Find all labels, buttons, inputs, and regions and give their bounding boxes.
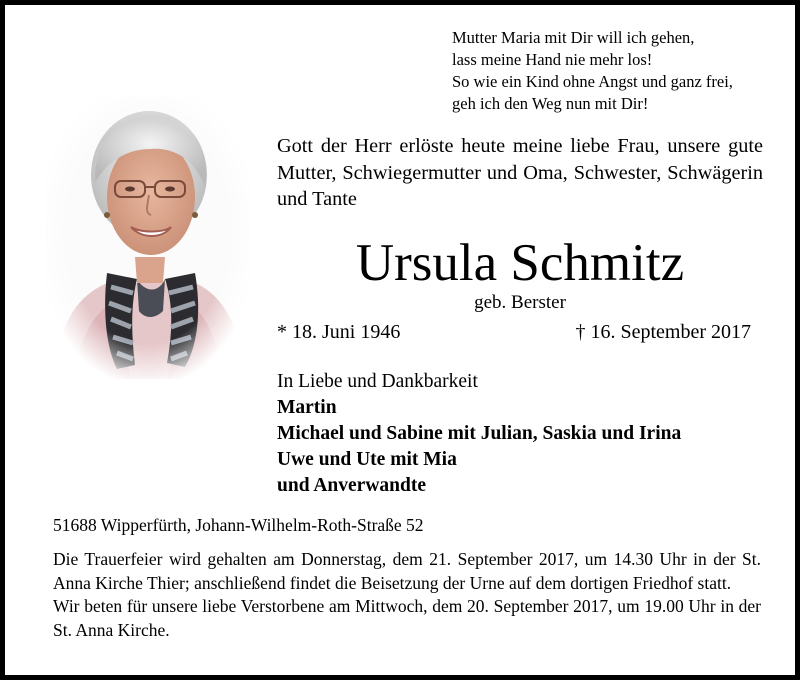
mourner-name: Michael und Sabine mit Julian, Saskia und Irina: [277, 423, 682, 444]
maiden-name: geb. Berster: [474, 292, 566, 313]
poem-line: So wie ein Kind ohne Angst und ganz frei,: [452, 72, 733, 91]
death-date: † 16. September 2017: [575, 321, 751, 343]
funeral-paragraph: Die Trauerfeier wird gehalten am Donnerstag, dem 21. September 2017, um 14.30 Uhr in der St. Anna Kirche Thier; anschließend findet die Beisetzung der Urne auf dem dortigen Friedhof statt.: [53, 549, 761, 593]
intro-text: Gott der Herr erlöste heute meine liebe Frau, unsere gute Mutter, Schwiegermutter und Oma, Schwester, Schwägerin und Tante: [277, 135, 763, 210]
mourners-block: [277, 369, 681, 499]
deceased-name: Ursula Schmitz: [355, 234, 685, 292]
mourners-heading: In Liebe und Dankbarkeit: [277, 371, 478, 392]
mourner-name: und Anverwandte: [277, 475, 426, 496]
ceremony-info: [53, 548, 761, 642]
poem-line: Mutter Maria mit Dir will ich gehen,: [452, 28, 695, 47]
birth-date: * 18. Juni 1946: [277, 321, 401, 343]
poem-line: lass meine Hand nie mehr los!: [452, 50, 653, 69]
portrait-photo-icon: [45, 97, 250, 379]
address: 51688 Wipperfürth, Johann-Wilhelm-Roth-Straße 52: [53, 515, 424, 535]
poem: [452, 27, 733, 115]
mourner-name: Uwe und Ute mit Mia: [277, 449, 457, 470]
prayer-paragraph: Wir beten für unsere liebe Verstorbene am Mittwoch, dem 20. September 2017, um 19.00 Uhr in der St. Anna Kirche.: [53, 596, 761, 640]
portrait-photo: [45, 97, 250, 379]
poem-line: geh ich den Weg nun mit Dir!: [452, 94, 649, 113]
mourner-name: Martin: [277, 397, 337, 418]
